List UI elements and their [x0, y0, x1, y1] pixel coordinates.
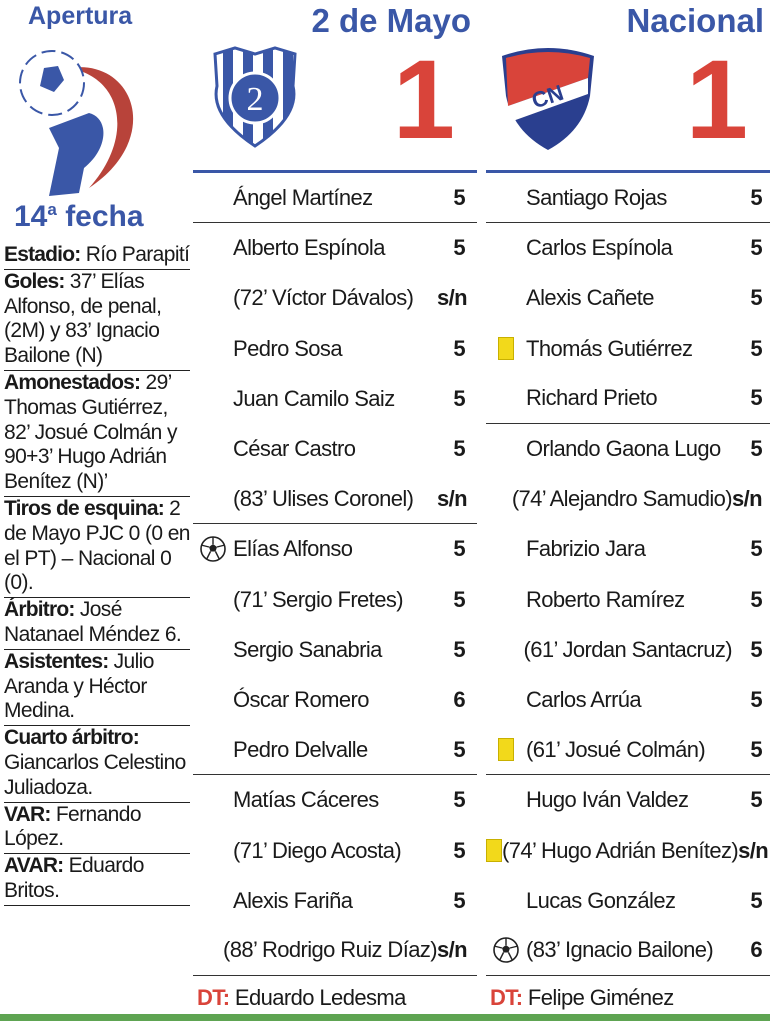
player-rating: 6: [453, 686, 465, 712]
player-rating: 5: [750, 686, 762, 712]
yellow-card-icon: [498, 337, 514, 360]
info-block: [4, 650, 190, 726]
player-row: [193, 324, 477, 374]
player-row: [193, 474, 477, 524]
home-team-crest-icon: [205, 46, 305, 150]
info-text: José Natanael Méndez 6.: [4, 598, 182, 646]
info-block: [4, 270, 190, 371]
player-name: Juan Camilo Saiz: [233, 385, 395, 411]
player-rating: 5: [453, 586, 465, 612]
player-rating: 5: [750, 385, 762, 411]
player-name: Richard Prieto: [526, 385, 657, 411]
player-rating: 5: [750, 285, 762, 311]
player-rating: 5: [453, 184, 465, 210]
player-name: Thomás Gutiérrez: [526, 335, 693, 361]
player-name: Alberto Espínola: [233, 235, 385, 261]
home-score: 1: [392, 37, 455, 162]
player-name: César Castro: [233, 436, 356, 462]
yellow-card-icon: [498, 738, 514, 761]
player-rating: 5: [750, 536, 762, 562]
player-row: [193, 273, 477, 323]
away-score: 1: [685, 37, 748, 162]
player-name: Hugo Iván Valdez: [526, 787, 689, 813]
player-row: [193, 374, 477, 424]
player-rating: 5: [453, 536, 465, 562]
info-text: Fernando López.: [4, 802, 141, 851]
player-row: [486, 424, 770, 474]
player-row: [193, 223, 477, 273]
player-row: [193, 926, 477, 976]
info-text: 2 de Mayo PJC 0 (0 en el PT) – Nacional 0 (0).: [4, 496, 190, 595]
player-name: Carlos Espínola: [526, 235, 673, 261]
info-block: [4, 371, 190, 497]
player-row: [486, 825, 770, 875]
player-rating: s/n: [732, 486, 762, 512]
info-label: AVAR:: [4, 854, 64, 878]
player-rating: 5: [750, 787, 762, 813]
svg-text:CN: CN: [528, 79, 567, 114]
player-rating: 5: [750, 736, 762, 762]
player-name: (61’ Josué Colmán): [526, 736, 706, 762]
player-row: [486, 625, 770, 675]
goal-ball-icon: [200, 536, 226, 562]
svg-text:2: 2: [246, 81, 264, 118]
player-rating: 5: [453, 335, 465, 361]
away-lineup: [486, 170, 770, 976]
player-name: (71’ Diego Acosta): [233, 837, 402, 863]
player-rating: 5: [750, 436, 762, 462]
footer-bar: [0, 1014, 770, 1021]
player-name: (72’ Víctor Dávalos): [233, 285, 414, 311]
match-details: [4, 243, 190, 906]
away-team-name: Nacional: [626, 2, 764, 39]
player-row: [193, 876, 477, 926]
info-label: Estadio:: [4, 243, 81, 266]
player-row: [193, 625, 477, 675]
player-name: (74’ Hugo Adrián Benítez): [502, 837, 739, 863]
player-row: [193, 424, 477, 474]
player-rating: s/n: [738, 837, 769, 863]
player-rating: 5: [453, 787, 465, 813]
player-name: (71’ Sergio Fretes): [233, 586, 403, 612]
player-row: [486, 374, 770, 424]
player-name: Alexis Fariña: [233, 887, 353, 913]
yellow-card-icon: [486, 839, 502, 862]
player-name: Pedro Sosa: [233, 335, 342, 361]
info-block: [4, 243, 190, 270]
player-rating: 5: [750, 335, 762, 361]
player-name: Fabrizio Jara: [526, 536, 646, 562]
apertura-logo-icon: [14, 38, 154, 198]
info-label: Tiros de esquina:: [4, 496, 164, 520]
info-block: [4, 854, 190, 906]
home-team-name: 2 de Mayo: [311, 2, 471, 39]
info-label: Cuarto árbitro:: [4, 726, 140, 750]
player-name: Orlando Gaona Lugo: [526, 436, 721, 462]
player-row: [486, 474, 770, 524]
player-name: Alexis Cañete: [526, 285, 654, 311]
player-row: [486, 775, 770, 825]
player-row: [486, 725, 770, 775]
player-name: Pedro Delvalle: [233, 736, 368, 762]
player-row: [193, 725, 477, 775]
player-row: [486, 524, 770, 574]
info-label: VAR:: [4, 802, 51, 826]
player-name: (88’ Rodrigo Ruiz Díaz): [222, 937, 437, 963]
player-name: (83’ Ignacio Bailone): [526, 937, 714, 963]
player-row: [486, 273, 770, 323]
player-rating: 5: [453, 436, 465, 462]
player-rating: s/n: [437, 937, 467, 963]
player-row: [486, 876, 770, 926]
home-lineup: [193, 170, 477, 976]
player-row: [486, 675, 770, 725]
info-label: Goles:: [4, 269, 65, 293]
player-rating: 5: [750, 184, 762, 210]
player-rating: 5: [453, 385, 465, 411]
player-rating: 6: [750, 937, 762, 963]
player-rating: 5: [453, 837, 465, 863]
player-row: [486, 926, 770, 976]
player-rating: 5: [750, 586, 762, 612]
info-label: Amonestados:: [4, 370, 141, 394]
info-text: Eduardo Britos.: [4, 854, 144, 902]
player-row: [193, 575, 477, 625]
player-name: Elías Alfonso: [233, 536, 353, 562]
player-name: (74’ Alejandro Samudio): [511, 486, 732, 512]
player-rating: 5: [453, 887, 465, 913]
away-team-crest-icon: [498, 46, 598, 152]
player-row: [193, 775, 477, 825]
player-row: [486, 223, 770, 273]
player-rating: 5: [750, 235, 762, 261]
player-rating: 5: [453, 636, 465, 662]
player-rating: s/n: [437, 285, 467, 311]
player-name: Ángel Martínez: [233, 184, 373, 210]
player-row: [193, 675, 477, 725]
player-name: Sergio Sanabria: [233, 636, 382, 662]
player-name: Santiago Rojas: [526, 184, 667, 210]
player-row: [193, 524, 477, 574]
player-name: Óscar Romero: [233, 686, 369, 712]
info-block: [4, 726, 190, 802]
player-row: [486, 575, 770, 625]
info-label: Asistentes:: [4, 649, 109, 673]
player-rating: 5: [453, 235, 465, 261]
info-text: Julio Aranda y Héctor Medina.: [4, 649, 154, 723]
player-name: Roberto Ramírez: [526, 586, 685, 612]
player-rating: 5: [750, 636, 762, 662]
player-name: Carlos Arrúa: [526, 686, 642, 712]
goal-ball-icon: [493, 937, 519, 963]
info-text: Giancarlos Celestino Juliadoza.: [4, 750, 186, 799]
player-row: [486, 173, 770, 223]
player-row: [193, 173, 477, 223]
player-row: [486, 324, 770, 374]
info-block: [4, 803, 190, 855]
player-rating: 5: [453, 736, 465, 762]
info-label: Árbitro:: [4, 598, 75, 622]
info-text: 29’ Thomas Gutiérrez, 82’ Josué Colmán y 90+3’ Hugo Adrián Benítez (N)’: [4, 370, 177, 494]
player-rating: 5: [750, 887, 762, 913]
home-coach: DT: Eduardo Ledesma: [197, 985, 406, 1010]
round-label: 14$^a$ fecha: [14, 200, 144, 233]
info-text: Río Parapití: [80, 243, 190, 266]
player-name: (83’ Ulises Coronel): [233, 485, 414, 511]
info-text: 37’ Elías Alfonso, de penal, (2M) y 83’ Ignacio Bailone (N): [4, 269, 162, 368]
info-block: [4, 598, 190, 650]
player-row: [193, 825, 477, 875]
player-rating: s/n: [437, 485, 467, 511]
player-name: Matías Cáceres: [233, 787, 379, 813]
player-name: Lucas González: [526, 887, 676, 913]
tournament-name: Apertura: [28, 2, 133, 30]
player-name: (61’ Jordan Santacruz): [523, 636, 733, 662]
info-block: [4, 497, 190, 598]
away-coach: DT: Felipe Giménez: [490, 985, 674, 1010]
